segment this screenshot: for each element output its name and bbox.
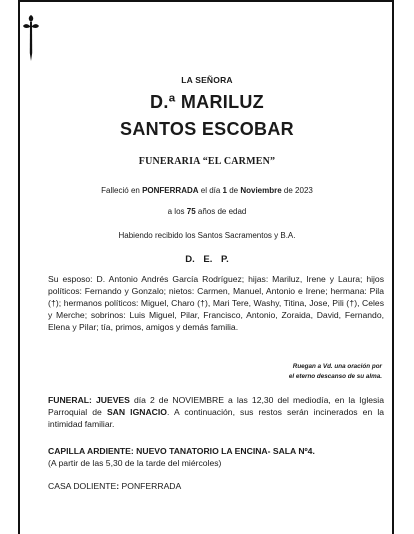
rip-abbreviation: D. E. P. (185, 254, 229, 265)
sacraments-statement: Habiendo recibido los Santos Sacramentos y B.A. (118, 231, 296, 240)
prayer-request (289, 362, 382, 382)
chapel-note: (A partir de las 5,30 de la tarde del miércoles) (48, 458, 222, 468)
chapel-label: CAPILLA ARDIENTE: NUEVO TANATORIO LA ENCINA- SALA Nº4. (48, 446, 315, 456)
chapel-paragraph (48, 445, 384, 469)
prayer-line-1: Ruegan a Vd. una oración por (292, 363, 382, 370)
prayer-line-2: el eterno descanso de su alma. (288, 373, 382, 380)
house-paragraph: CASA DOLIENTE: PONFERRADA (48, 481, 182, 491)
family-paragraph: Su esposo: D. Antonio Andrés García Rodríguez; hijas: Mariluz, Irene y Laura; hijos políticos: Fernando y Gonzalo; nietos: Carmen, Manuel, Antonio e Irene; hermana: Pila (†); hermanos políticos: Miguel, Charo (†), Mari Tere, Washy, Titina, Jose, Pili (†), Celes y Merche; sobrinos: Luis Miguel, Pilar, Francisco, Antonio, Zoraida, David, Fernando, Elena y Pilar; tía, primos, amigos y demás familia. (48, 274, 384, 332)
death-statement: Falleció en PONFERRADA el día 1 de Noviembre de 2023 (101, 186, 313, 195)
cross-icon (22, 13, 40, 63)
honorific-prefix: LA SEÑORA (181, 75, 233, 85)
deceased-name-line2: SANTOS ESCOBAR (120, 119, 294, 139)
deceased-name-line1: D.ª MARILUZ (150, 92, 264, 112)
funeral-home-name: FUNERARIA “EL CARMEN” (138, 156, 276, 167)
age-statement: a los 75 años de edad (167, 207, 247, 216)
funeral-paragraph: FUNERAL: JUEVES día 2 de NOVIEMBRE a las 12,30 del mediodía, en la Iglesia Parroquial de SAN IGNACIO. A continuación, sus restos serán incinerados en la intimidad familiar. (48, 395, 385, 429)
